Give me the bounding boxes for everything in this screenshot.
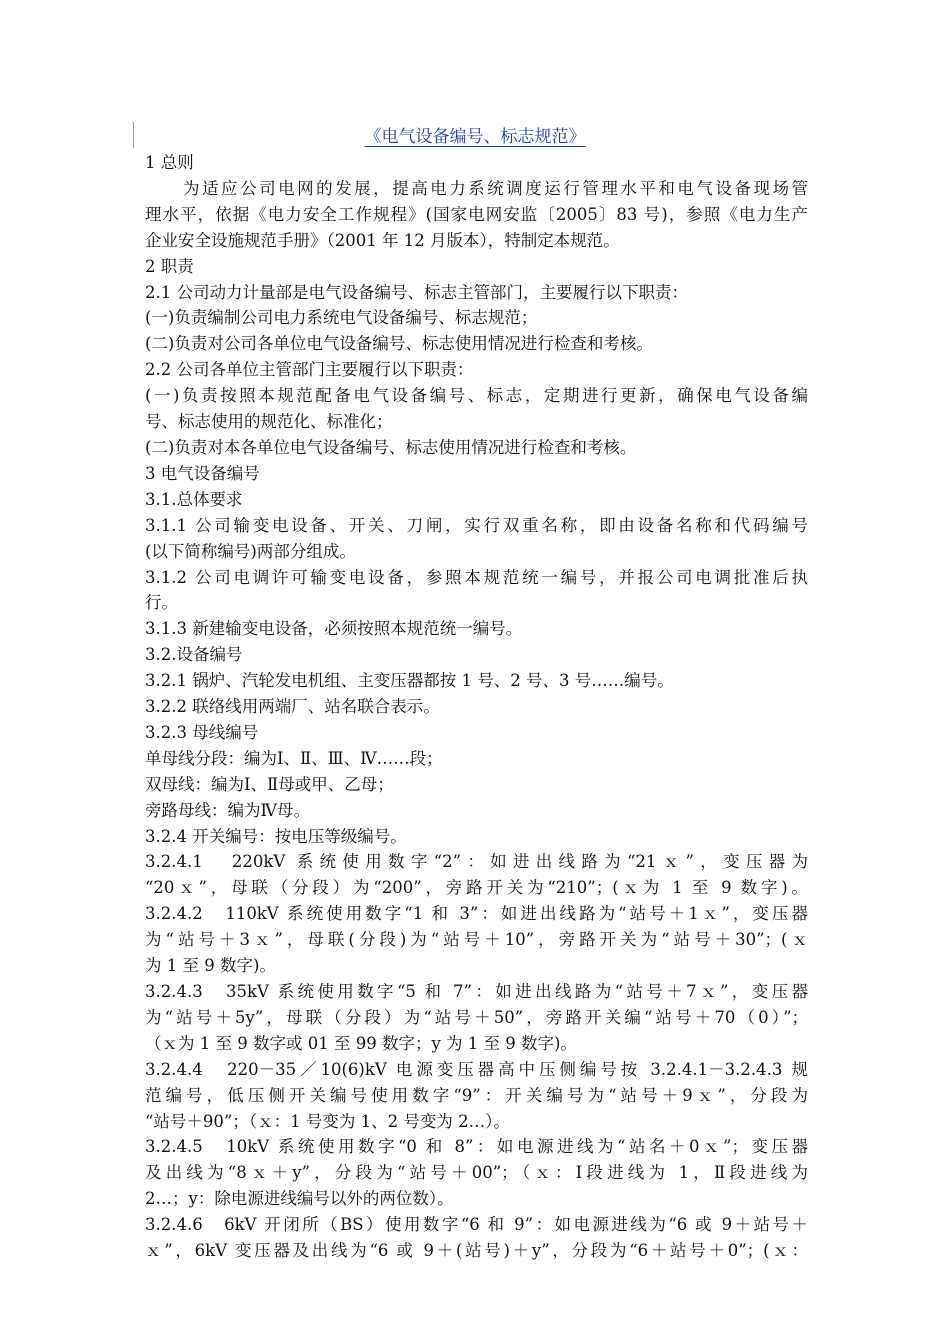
text-line: 行。 <box>145 593 178 613</box>
text-line: 双母线：编为Ⅰ、Ⅱ母或甲、乙母； <box>145 774 394 794</box>
text-line: 及出线为“8ｘ＋y”，分段为“站号＋00”；（ｘ：Ⅰ段进线为 1，Ⅱ段进线为 <box>145 1163 808 1183</box>
text-line: 为 1 至 9 数字)。 <box>145 956 276 976</box>
text-line: 2.2 公司各单位主管部门主要履行以下职责： <box>145 360 474 380</box>
text-line: 3.2.4.2 110kV 系统使用数字“1 和 3”：如进出线路为“站号＋1ｘ”，变压器 <box>145 904 808 924</box>
text-line: 2.1 公司动力计量部是电气设备编号、标志主管部门，主要履行以下职责： <box>145 282 688 302</box>
document-title-link[interactable]: 《电气设备编号、标志规范》 <box>364 127 586 147</box>
text-line: 3.2.3 母线编号 <box>145 722 259 742</box>
text-line: 3.2.4.3 35kV 系统使用数字“5 和 7”：如进出线路为“站号＋7ｘ”，变压器 <box>145 982 808 1001</box>
text-line: 单母线分段：编为Ⅰ、Ⅱ、Ⅲ、Ⅳ……段； <box>145 748 443 768</box>
text-line: 3.2.2 联络线用两端厂、站名联合表示。 <box>145 697 440 717</box>
text-line: 范编号，低压侧开关编号使用数字“9”：开关编号为“站号＋9ｘ”，分段为 <box>145 1085 808 1105</box>
text-line: 旁路母线：编为Ⅳ母。 <box>145 800 310 820</box>
text-line: 理水平，依据《电力安全工作规程》(国家电网安监〔2005〕83 号)，参照《电力生产 <box>145 204 808 224</box>
text-line: 3.2.1 锅炉、汽轮发电机组、主变压器都按 1 号、2 号、3 号……编号。 <box>145 671 674 691</box>
text-line: （ｘ为 1 至 9 数字或 01 至 99 数字；y 为 1 至 9 数字)。 <box>145 1033 577 1053</box>
text-line: 1 总则 <box>145 153 194 172</box>
text-line: 3.2.4.6 6kV 开闭所（BS）使用数字“6 和 9”：如电源进线为“6 或 9＋站号＋ <box>145 1215 808 1235</box>
text-line: (二)负责对公司各单位电气设备编号、标志使用情况进行检查和考核。 <box>145 334 653 354</box>
text-line: 为“站号＋5y”，母联（分段）为“站号＋50”，旁路开关编“站号＋70（0）”； <box>145 1007 808 1027</box>
text-line: 为适应公司电网的发展，提高电力系统调度运行管理水平和电气设备现场管 <box>145 178 808 198</box>
text-line: (一)负责编制公司电力系统电气设备编号、标志规范； <box>145 308 538 328</box>
text-line: 号、标志使用的规范化、标准化； <box>145 412 393 432</box>
text-line: 3.1.3 新建输变电设备，必须按照本规范统一编号。 <box>145 619 523 639</box>
text-line: ｘ”，6kV 变压器及出线为“6 或 9＋(站号)＋y”，分段为“6＋站号＋0”；(ｘ： <box>145 1241 808 1261</box>
text-line: 为“站号＋3ｘ”，母联(分段)为“站号＋10”，旁路开关为“站号＋30”；(ｘ <box>145 930 808 950</box>
text-line: (二)负责对本各单位电气设备编号、标志使用情况进行检查和考核。 <box>145 437 637 457</box>
text-line: 2…；y：除电源进线编号以外的两位数）。 <box>145 1189 454 1209</box>
text-line: (以下简称编号)两部分组成。 <box>145 541 356 561</box>
text-line: 3.2.4.4 220－35／10(6)kV 电源变压器高中压侧编号按 3.2.4.1－3.2.4.3 规 <box>145 1059 808 1079</box>
text-line: 3.2.4.5 10kV 系统使用数字“0 和 8”：如电源进线为“站名＋0ｘ”；变压器 <box>145 1137 808 1157</box>
text-line: 3.2.4 开关编号：按电压等级编号。 <box>145 826 407 846</box>
text-line: 3.1.2 公司电调许可输变电设备，参照本规范统一编号，并报公司电调批准后执 <box>145 567 808 587</box>
document-title[interactable] <box>0 124 950 150</box>
text-line: 3.2.4.1 220kV 系统使用数字“2”：如进出线路为“21ｘ”，变压器为 <box>145 852 808 872</box>
text-line: 3.1.总体要求 <box>145 489 243 509</box>
text-line: 3.2.设备编号 <box>145 645 243 665</box>
text-line: “站号＋90”；（ｘ：1 号变为 1、2 号变为 2…）。 <box>145 1111 510 1131</box>
text-line: 3.1.1 公司输变电设备、开关、刀闸，实行双重名称，即由设备名称和代码编号 <box>145 515 808 535</box>
text-line: (一)负责按照本规范配备电气设备编号、标志，定期进行更新，确保电气设备编 <box>145 386 808 406</box>
text-line: 2 职责 <box>145 256 194 276</box>
text-line: 3 电气设备编号 <box>145 463 260 483</box>
text-line: 企业安全设施规范手册》（2001 年 12 月版本），特制定本规范。 <box>145 230 620 250</box>
text-line: “20ｘ”，母联（分段）为“200”，旁路开关为“210”；(ｘ为 1 至 9 数字)。 <box>145 878 808 898</box>
document-body <box>145 150 808 1264</box>
